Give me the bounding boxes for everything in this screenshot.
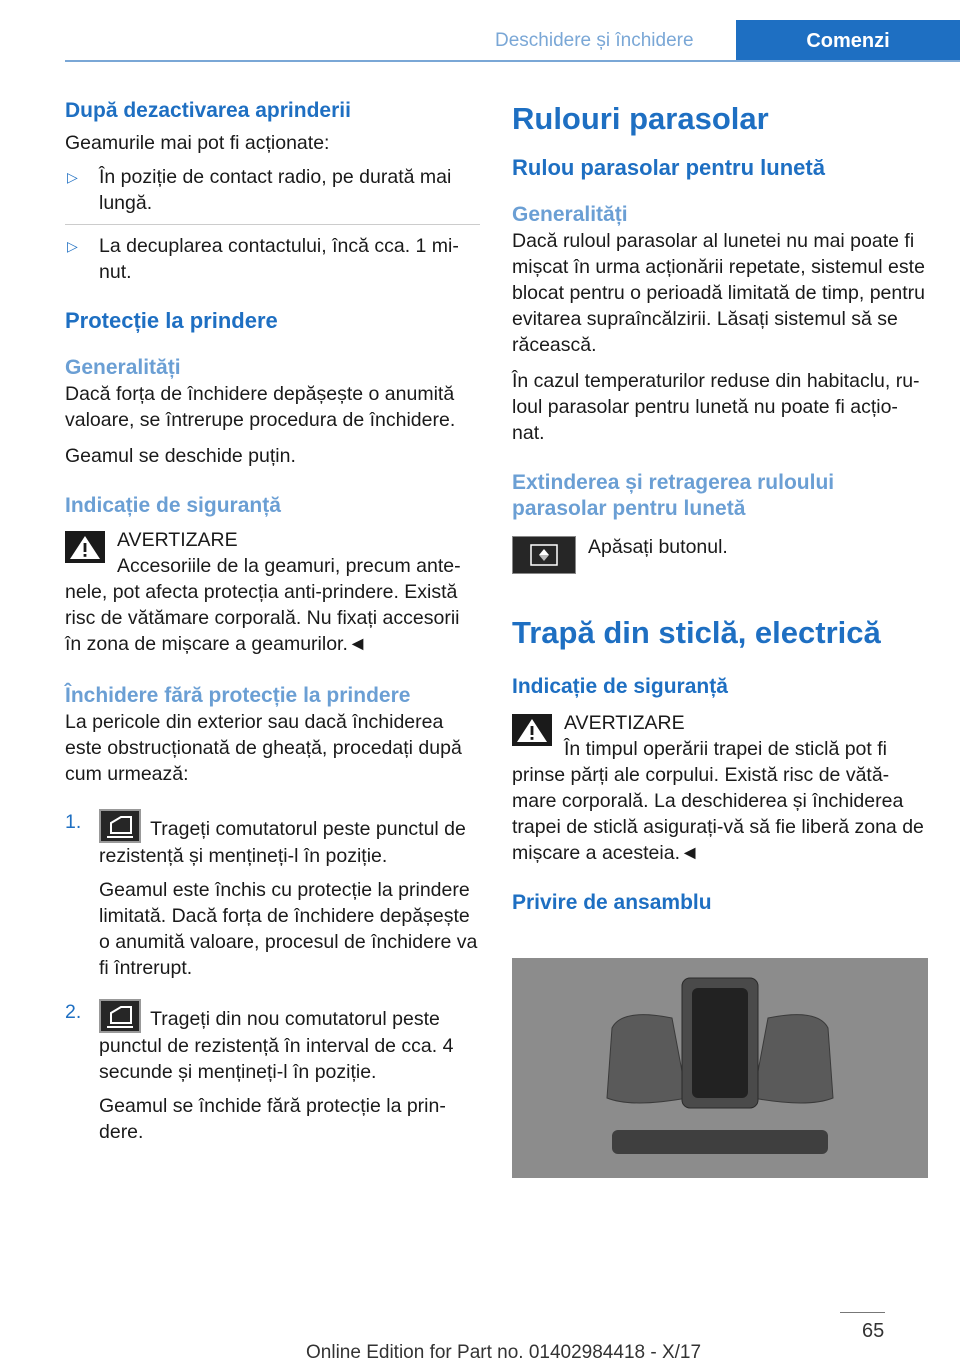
bullet-marker: ▷ bbox=[67, 238, 78, 254]
paragraph: Dacă forța de închidere depășește o anumită valoare, se întrerupe procedura de închidere. bbox=[65, 383, 456, 431]
list-item: ▷ În poziție de contact radio, pe durată mai lungă. bbox=[67, 166, 452, 214]
window-switch-icon bbox=[99, 999, 141, 1033]
list-item: 2. Trageți din nou comutatorul peste punctul de rezistență în interval de cca. 4 secunde și mențineți-l în poziție. Geamul se închide fără protecție la prin-dere. bbox=[65, 999, 480, 1145]
bullet-marker: ▷ bbox=[67, 169, 78, 185]
page-header bbox=[65, 20, 960, 62]
step-number: 2. bbox=[65, 1001, 82, 1023]
heading-protection: Protecție la prindere bbox=[65, 308, 278, 333]
heading-sunblinds: Rulouri parasolar bbox=[512, 101, 769, 136]
warning-label: AVERTIZARE bbox=[117, 529, 238, 551]
heading-safety: Indicație de siguranță bbox=[512, 675, 728, 698]
warning-text: prinse părți ale corpului. Există risc de vătă-mare corporală. La deschiderea și închiderea trapei de sticlă asigurați-vă să fie liberă zona de mișcare a acesteia.◄ bbox=[512, 764, 924, 864]
warning-text: nele, pot afecta protecția anti-prindere. Există risc de vătămare corporală. Nu fixați accesorii în zona de mișcare a geamurilor.◄ bbox=[65, 581, 460, 655]
press-button-row bbox=[512, 534, 930, 574]
heading-rear-sunblind: Rulou parasolar pentru lunetă bbox=[512, 155, 825, 180]
step-result: Geamul se închide fără protecție la prin-dere. bbox=[99, 1095, 446, 1143]
list-item: 1. Trageți comutatorul peste punctul de rezistență și mențineți-l în poziție. Geamul este închis cu protecție la prindere limitată. Dacă forța de închidere depășește o anumită valoare, procesul de închidere va fi întrerupt. bbox=[65, 809, 480, 981]
edition-text: Online Edition for Part no. 01402984418 - X/17 bbox=[306, 1342, 702, 1363]
divider bbox=[840, 1312, 885, 1313]
right-column bbox=[512, 100, 930, 916]
heading-safety: Indicație de siguranță bbox=[65, 494, 281, 517]
step-result: Geamul este închis cu protecție la prindere limitată. Dacă forța de închidere depășește o anumită valoare, procesul de închidere va fi întrerupt. bbox=[99, 879, 478, 979]
heading-without-protection: Închidere fără protecție la prindere bbox=[65, 684, 411, 707]
page-footer bbox=[0, 1312, 960, 1362]
header-tab: Comenzi bbox=[736, 20, 960, 60]
paragraph: Geamurile mai pot fi acționate: bbox=[65, 132, 330, 154]
warning-icon bbox=[512, 714, 552, 746]
warning-icon bbox=[65, 531, 105, 563]
page-number: 65 bbox=[862, 1320, 885, 1342]
paragraph: Geamul se deschide puțin. bbox=[65, 445, 296, 467]
overhead-console-photo bbox=[512, 958, 928, 1178]
warning-text: Accesoriile de la geamuri, precum ante- bbox=[117, 555, 461, 577]
heading-extend-retract: Extinderea și retragerea ruloului parasolar pentru lunetă bbox=[512, 471, 835, 520]
heading-general: Generalități bbox=[512, 203, 628, 226]
heading-glass-roof: Trapă din sticlă, electrică bbox=[512, 615, 881, 650]
sunblind-button-icon bbox=[512, 536, 576, 574]
warning-block bbox=[512, 710, 930, 762]
list-item: ▷ La decuplarea contactului, încă cca. 1 mi-nut. bbox=[67, 235, 459, 283]
warning-text: În timpul operării trapei de sticlă pot fi bbox=[564, 738, 887, 760]
header-section: Deschidere și închidere bbox=[495, 30, 694, 51]
divider bbox=[65, 224, 480, 225]
heading-after-ignition: După dezactivarea aprinderii bbox=[65, 99, 351, 122]
warning-block bbox=[65, 527, 480, 579]
paragraph: La pericole din exterior sau dacă închiderea este obstrucționată de gheață, procedați după cum urmează: bbox=[65, 711, 462, 785]
warning-label: AVERTIZARE bbox=[564, 712, 685, 734]
window-switch-icon bbox=[99, 809, 141, 843]
paragraph: Dacă ruloul parasolar al lunetei nu mai poate fi mișcat în urma acționării repetate, sistemul este blocat pentru o perioadă limitată de timp, pentru evitarea supraîncălzirii. Lăsați sistemul să se răcească. bbox=[512, 230, 925, 356]
heading-overview: Privire de ansamblu bbox=[512, 891, 712, 914]
step-number: 1. bbox=[65, 811, 82, 833]
paragraph: În cazul temperaturilor reduse din habitaclu, ru-loul parasolar pentru lunetă nu poate fi acțio-nat. bbox=[512, 370, 920, 444]
paragraph: Apăsați butonul. bbox=[588, 536, 728, 558]
heading-general: Generalități bbox=[65, 356, 181, 379]
left-column bbox=[65, 98, 480, 1145]
